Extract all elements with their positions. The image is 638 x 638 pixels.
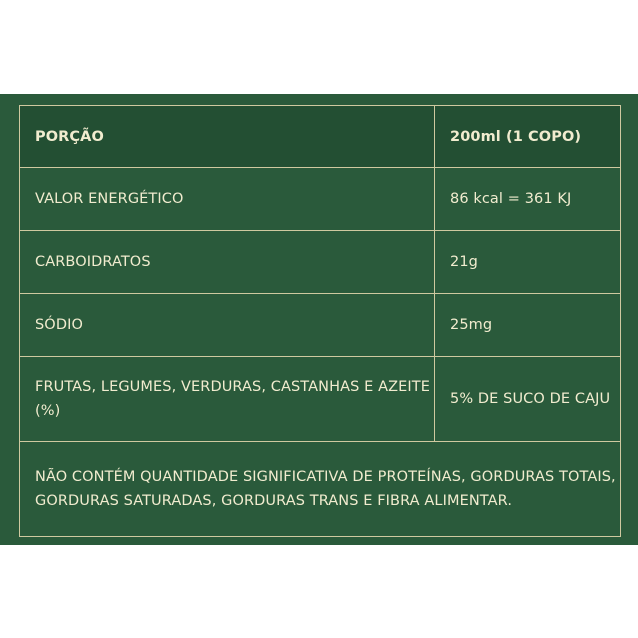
energy-value: 86 kcal = 361 KJ	[435, 168, 621, 231]
carbohydrates-value: 21g	[435, 231, 621, 294]
nutrition-table	[19, 105, 621, 537]
energy-label: VALOR ENERGÉTICO	[20, 168, 435, 231]
footnote-row	[20, 442, 621, 537]
table-row	[20, 231, 621, 294]
sodium-value: 25mg	[435, 294, 621, 357]
table-row	[20, 168, 621, 231]
serving-value: 200ml (1 COPO)	[435, 106, 621, 168]
fruits-vegetables-value: 5% DE SUCO DE CAJU	[435, 357, 621, 442]
table-header-row	[20, 106, 621, 168]
table-row	[20, 357, 621, 442]
nutrition-panel	[0, 94, 638, 545]
fruits-vegetables-label: FRUTAS, LEGUMES, VERDURAS, CASTANHAS E AZEITE (%)	[20, 357, 435, 442]
footnote-text: NÃO CONTÉM QUANTIDADE SIGNIFICATIVA DE PROTEÍNAS, GORDURAS TOTAIS, GORDURAS SATURADAS, GORDURAS TRANS E FIBRA ALIMENTAR.	[20, 442, 621, 537]
carbohydrates-label: CARBOIDRATOS	[20, 231, 435, 294]
table-row	[20, 294, 621, 357]
sodium-label: SÓDIO	[20, 294, 435, 357]
serving-label: PORÇÃO	[20, 106, 435, 168]
